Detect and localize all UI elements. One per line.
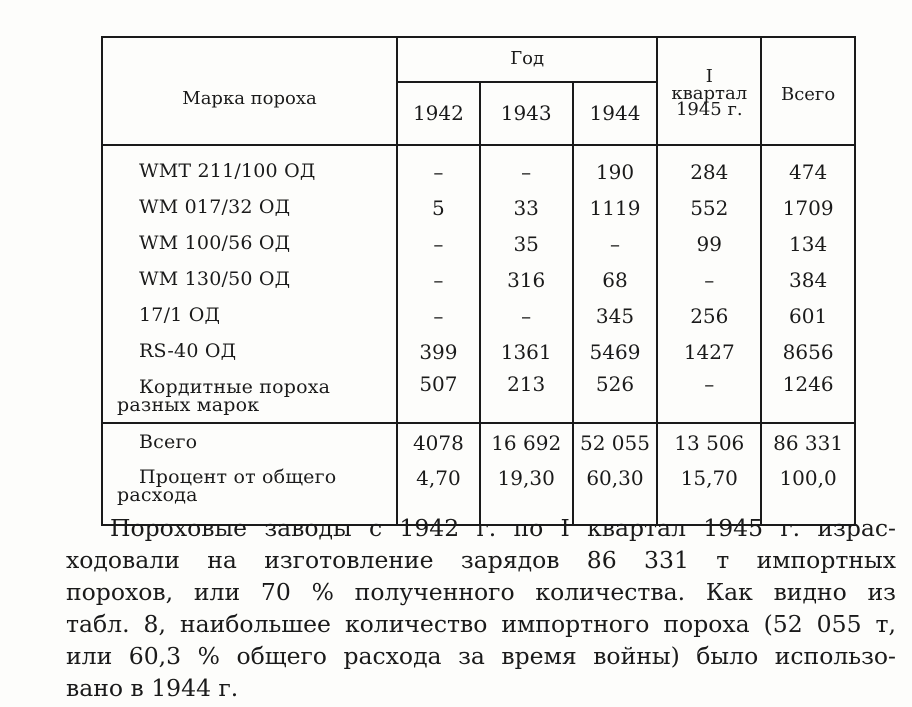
header-quarter-line1: I <box>705 66 713 88</box>
cell-1942: – <box>397 226 480 262</box>
paragraph-line: табл. 8, наибольшее количество импортного пороха (52 055 т, <box>66 610 896 638</box>
header-year-1942: 1942 <box>397 82 480 145</box>
cell-1944: – <box>573 226 658 262</box>
cell-q1945: – <box>657 370 761 423</box>
total-label: Всего <box>102 423 397 462</box>
cell-1944: 5469 <box>573 334 658 370</box>
cell-q1945: 552 <box>657 190 761 226</box>
total-all: 86 331 <box>761 423 855 462</box>
cell-1942: – <box>397 298 480 334</box>
percent-1944: 60,30 <box>573 462 658 525</box>
percent-q1945: 15,70 <box>657 462 761 525</box>
cell-1942: – <box>397 262 480 298</box>
header-year-1943: 1943 <box>480 82 573 145</box>
percent-label-line1: Процент от общего <box>139 466 337 488</box>
paragraph-line: ходовали на изготовление зарядов 86 331 т импортных <box>66 546 896 574</box>
cell-q1945: 1427 <box>657 334 761 370</box>
table-header-row <box>102 37 855 82</box>
cell-q1945: 284 <box>657 154 761 190</box>
paragraph-line: или 60,3 % общего расхода за время войны) было использо- <box>66 642 896 670</box>
table-row <box>102 298 855 334</box>
header-total: Всего <box>761 37 855 145</box>
row-powder-name: WM 130/50 ОД <box>102 262 397 298</box>
cell-q1945: 256 <box>657 298 761 334</box>
header-quarter-line3: 1945 г. <box>675 99 743 121</box>
paragraph-line: вано в 1944 г. <box>66 674 239 702</box>
total-1944: 52 055 <box>573 423 658 462</box>
cell-1943: – <box>480 154 573 190</box>
cell-total: 601 <box>789 303 828 328</box>
percent-label-line2: расхода <box>117 484 198 507</box>
cell-1942: 5 <box>397 190 480 226</box>
total-1943: 16 692 <box>480 423 573 462</box>
total-1942: 4078 <box>397 423 480 462</box>
table-row <box>102 370 855 423</box>
cell-1944: 1119 <box>573 190 658 226</box>
body-paragraph <box>66 512 896 704</box>
cell-1942: 507 <box>397 370 480 423</box>
row-powder-name-line1: Кордитные пороха <box>139 375 331 398</box>
paragraph-line: порохов, или 70 % полученного количества. Как видно из <box>66 578 896 606</box>
cell-q1945: 99 <box>657 226 761 262</box>
table-row <box>102 226 855 262</box>
cell-q1945: – <box>657 262 761 298</box>
table-row <box>102 334 855 370</box>
cell-1943: 1361 <box>480 334 573 370</box>
cell-1943: – <box>480 298 573 334</box>
header-year-1944: 1944 <box>573 82 658 145</box>
cell-1944: 190 <box>573 154 658 190</box>
cell-total: 384 <box>789 267 828 292</box>
table-row <box>102 190 855 226</box>
row-powder-name: WMT 211/100 ОД <box>102 154 397 190</box>
header-year-group: Год <box>397 37 657 82</box>
cell-total: 8656 <box>782 339 834 364</box>
table-row <box>102 154 855 190</box>
row-powder-name <box>102 370 397 423</box>
percent-total: 100,0 <box>779 466 837 490</box>
row-powder-name: RS-40 ОД <box>102 334 397 370</box>
table-total-row <box>102 423 855 462</box>
percent-1943: 19,30 <box>480 462 573 525</box>
row-powder-name: WM 100/56 ОД <box>102 226 397 262</box>
row-powder-name-line2: разных марок <box>117 394 260 416</box>
header-powder-mark: Марка пороха <box>102 37 397 145</box>
table-row <box>102 262 855 298</box>
cell-1943: 316 <box>480 262 573 298</box>
cell-1943: 213 <box>480 370 573 423</box>
header-quarter <box>657 37 761 145</box>
percent-1942: 4,70 <box>397 462 480 525</box>
cell-total: 474 <box>789 159 828 184</box>
cell-total: 1246 <box>782 372 834 396</box>
header-quarter-line2: квартал <box>671 82 748 104</box>
powder-consumption-table <box>101 36 856 526</box>
cell-total: 1709 <box>782 195 834 220</box>
cell-1942: – <box>397 154 480 190</box>
row-powder-name: 17/1 ОД <box>102 298 397 334</box>
table-spacer <box>102 145 855 154</box>
cell-total: 134 <box>789 231 828 256</box>
cell-1944: 526 <box>573 370 658 423</box>
cell-1944: 345 <box>573 298 658 334</box>
total-q1945: 13 506 <box>657 423 761 462</box>
cell-1943: 35 <box>480 226 573 262</box>
cell-1942: 399 <box>397 334 480 370</box>
paragraph-line: Пороховые заводы с 1942 г. по I квартал 1945 г. израс- <box>110 514 896 542</box>
cell-1943: 33 <box>480 190 573 226</box>
cell-1944: 68 <box>573 262 658 298</box>
row-powder-name: WM 017/32 ОД <box>102 190 397 226</box>
